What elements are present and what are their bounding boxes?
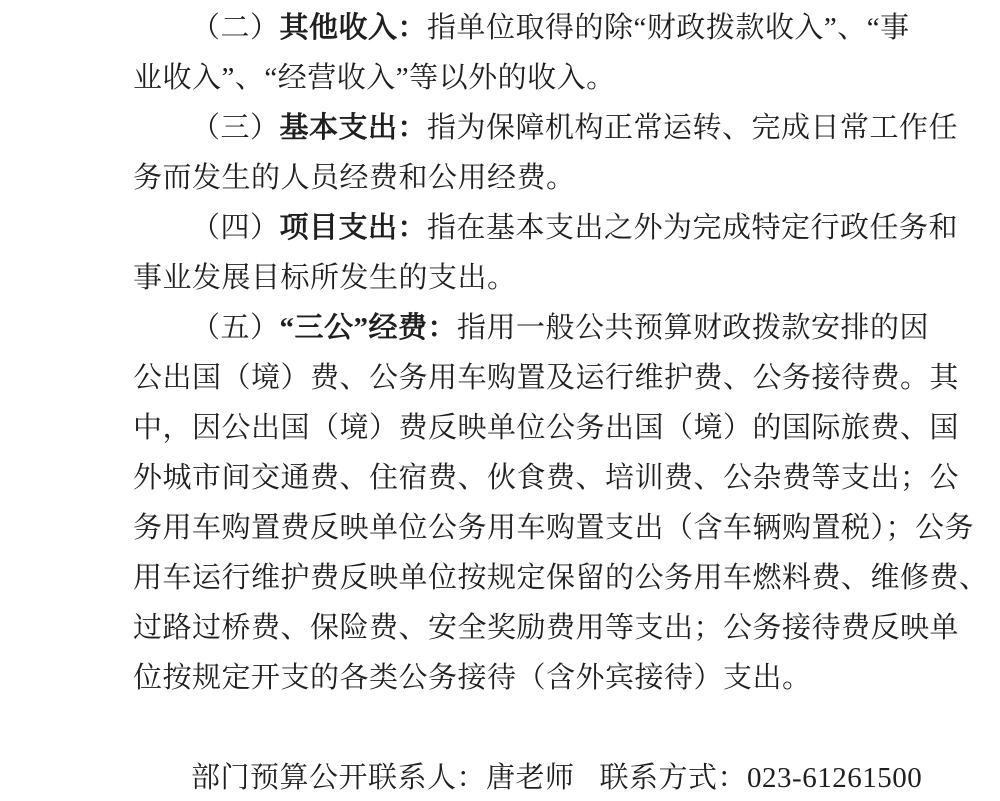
body-text: 过路过桥费、保险费、安全奖励费用等支出；公务接待费反映单	[133, 612, 960, 644]
document-line	[133, 603, 960, 653]
document-line	[133, 453, 960, 503]
blank-line	[133, 703, 900, 753]
document-line	[133, 103, 959, 153]
document-line	[133, 303, 930, 353]
document-line	[133, 203, 959, 253]
contact-line	[133, 753, 923, 801]
body-text: 用车运行维护费反映单位按规定保留的公务用车燃料费、维修费、	[133, 562, 989, 594]
contact-phone: 023-61261500	[747, 762, 923, 794]
term-bold-text: 基本支出：	[279, 112, 428, 144]
document-line	[133, 553, 989, 603]
body-text: 公出国（境）费、公务用车购置及运行维护费、公务接待费。其	[133, 362, 960, 394]
body-text: （二）	[191, 12, 280, 44]
body-text: （五）	[191, 312, 280, 344]
body-text: 指用一般公共预算财政拨款安排的因	[457, 312, 930, 344]
body-text: （四）	[191, 212, 280, 244]
body-text: 业收入”、“经营收入”等以外的收入。	[133, 62, 616, 94]
body-text: 务而发生的人员经费和公用经费。	[133, 162, 576, 194]
term-bold-text: “三公”经费：	[279, 312, 458, 344]
contact-method-label: 联系方式：	[599, 762, 748, 794]
body-text: （三）	[191, 112, 280, 144]
body-text: 指为保障机构正常运转、完成日常工作任	[427, 112, 959, 144]
body-text: 务用车购置费反映单位公务用车购置支出（含车辆购置税）；公务	[133, 512, 975, 544]
body-text: 位按规定开支的各类公务接待（含外宾接待）支出。	[133, 662, 812, 694]
document-line	[133, 653, 900, 703]
document-line	[133, 153, 900, 203]
document-lines	[133, 3, 989, 703]
document-line	[133, 253, 900, 303]
body-text: 指单位取得的除“财政拨款收入”、“事	[427, 12, 910, 44]
document-line	[133, 53, 900, 103]
contact-person-label: 部门预算公开联系人：	[191, 762, 487, 794]
document-line	[133, 353, 960, 403]
contact-person-name: 唐老师	[486, 762, 575, 794]
document-line	[133, 503, 975, 553]
term-bold-text: 项目支出：	[279, 212, 428, 244]
body-text: 中，因公出国（境）费反映单位公务出国（境）的国际旅费、国	[133, 412, 960, 444]
document-body	[133, 3, 989, 801]
term-bold-text: 其他收入：	[279, 12, 428, 44]
body-text: 外城市间交通费、住宿费、伙食费、培训费、公杂费等支出；公	[133, 462, 960, 494]
document-line	[133, 3, 910, 53]
document-line	[133, 403, 960, 453]
body-text: 事业发展目标所发生的支出。	[133, 262, 517, 294]
body-text: 指在基本支出之外为完成特定行政任务和	[427, 212, 959, 244]
